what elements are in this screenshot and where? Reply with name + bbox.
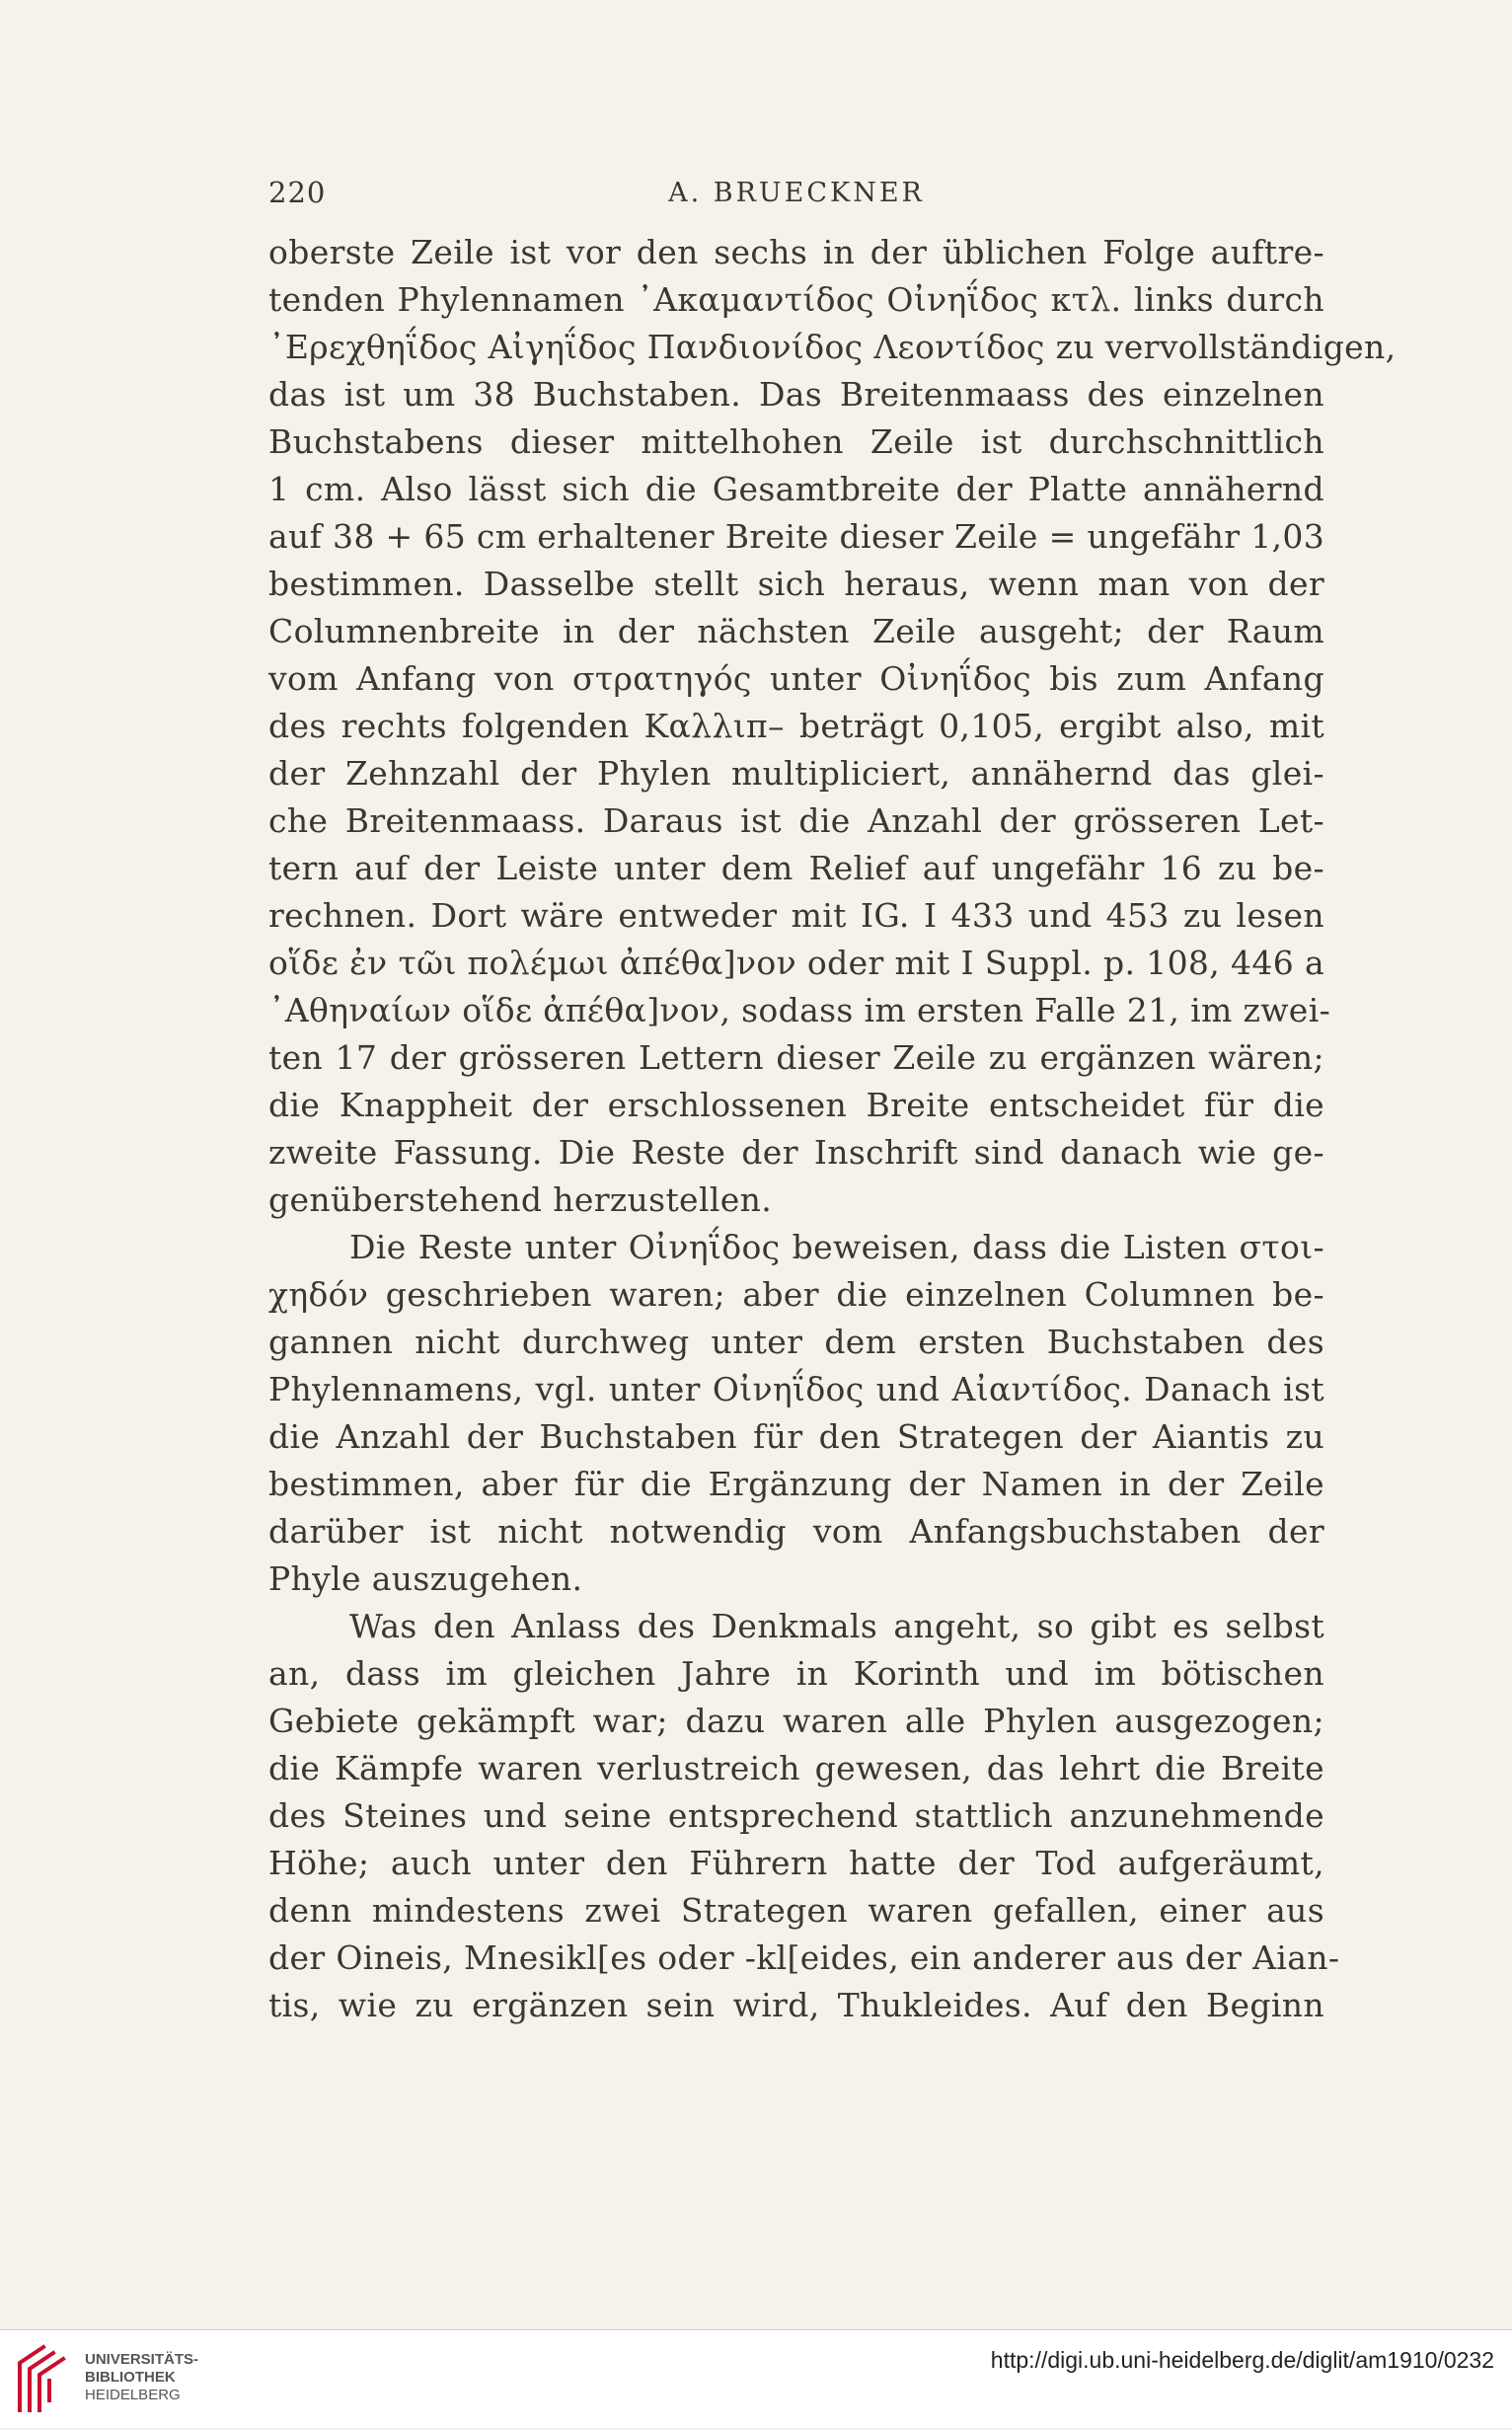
text-line: Buchstabens dieser mittelhohen Zeile ist durchschnittlich xyxy=(268,422,1324,461)
library-name-line: BIBLIOTHEK xyxy=(85,2369,176,2386)
text-line: auf 38 + 65 cm erhaltener Breite dieser Zeile = ungefähr 1,03 xyxy=(268,517,1325,556)
text-line: ten 17 der grösseren Lettern dieser Zeile zu ergänzen wären; xyxy=(268,1038,1324,1077)
library-name-line: UNIVERSITÄTS- xyxy=(85,2351,199,2368)
text-line: an, dass im gleichen Jahre in Korinth und im bötischen xyxy=(268,1654,1324,1693)
running-head: A. BRUECKNER xyxy=(668,178,925,208)
footer-divider xyxy=(0,2329,1512,2330)
text-line: Gebiete gekämpft war; dazu waren alle Phylen ausgezogen; xyxy=(268,1702,1324,1740)
text-line: des Steines und seine entsprechend stattlich anzunehmende xyxy=(268,1796,1324,1835)
text-line: genüberstehend herzustellen. xyxy=(268,1180,773,1219)
text-line: οἵδε ἐν τῶι πολέμωι ἀπέθα]νον oder mit I Suppl. p. 108, 446 a xyxy=(268,944,1324,982)
text-line: Columnenbreite in der nächsten Zeile ausgeht; der Raum xyxy=(268,612,1324,650)
page-header xyxy=(268,176,1324,215)
text-line: 1 cm. Also lässt sich die Gesamtbreite der Platte annähernd xyxy=(268,470,1324,508)
text-line: oberste Zeile ist vor den sechs in der üblichen Folge auftre- xyxy=(268,233,1324,271)
text-line: χηδόν geschrieben waren; aber die einzelnen Columnen be- xyxy=(268,1275,1324,1314)
body-text xyxy=(268,229,1397,2029)
text-line: Phyle auszugehen. xyxy=(268,1559,583,1598)
text-line: die Anzahl der Buchstaben für den Strategen der Aiantis zu xyxy=(268,1417,1324,1456)
text-line: des rechts folgenden Καλλιπ– beträgt 0,105, ergibt also, mit xyxy=(268,707,1324,745)
text-line: zweite Fassung. Die Reste der Inschrift sind danach wie ge- xyxy=(268,1133,1324,1172)
text-line: das ist um 38 Buchstaben. Das Breitenmaass des einzelnen xyxy=(268,375,1324,414)
text-line: tern auf der Leiste unter dem Relief auf ungefähr 16 zu be- xyxy=(268,849,1324,887)
text-line: die Knappheit der erschlossenen Breite entscheidet für die xyxy=(268,1086,1324,1124)
text-line: bestimmen. Dasselbe stellt sich heraus, wenn man von der xyxy=(268,565,1324,603)
text-line: Phylennamens, vgl. unter Οἰνηΐδος und Αἰαντίδος. Danach ist xyxy=(268,1370,1324,1408)
text-line: der Oineis, Mnesikl[es oder -kl[eides, ein anderer aus der Aian- xyxy=(268,1938,1340,1977)
text-line: tis, wie zu ergänzen sein wird, Thukleides. Auf den Beginn xyxy=(268,1986,1324,2024)
page-number: 220 xyxy=(268,176,327,209)
text-line: bestimmen, aber für die Ergänzung der Namen in der Zeile xyxy=(268,1465,1324,1503)
text-line: gannen nicht durchweg unter dem ersten Buchstaben des xyxy=(268,1323,1324,1361)
text-line: Höhe; auch unter den Führern hatte der Tod aufgeräumt, xyxy=(268,1844,1324,1882)
text-line: der Zehnzahl der Phylen multipliciert, annähernd das glei- xyxy=(268,754,1324,793)
digitization-footer xyxy=(0,2329,1512,2428)
text-line: die Kämpfe waren verlustreich gewesen, das lehrt die Breite xyxy=(268,1749,1324,1787)
text-line: ᾿Αθηναίων οἵδε ἀπέθα]νον, sodass im ersten Falle 21, im zwei- xyxy=(268,991,1331,1029)
text-line: ᾿Ερεχθηΐδος Αἰγηΐδος Πανδιονίδος Λεοντίδος zu vervollständigen, xyxy=(268,328,1397,366)
permalink-url[interactable]: http://digi.ub.uni-heidelberg.de/diglit/am1910/0232 xyxy=(990,2347,1494,2373)
library-name-line: HEIDELBERG xyxy=(85,2387,181,2403)
text-line: darüber ist nicht notwendig vom Anfangsbuchstaben der xyxy=(268,1512,1324,1551)
text-line: che Breitenmaass. Daraus ist die Anzahl der grösseren Let- xyxy=(268,801,1324,840)
text-line: Die Reste unter Οἰνηΐδος beweisen, dass die Listen στοι- xyxy=(349,1228,1324,1266)
text-line: vom Anfang von στρατηγός unter Οἰνηΐδος bis zum Anfang xyxy=(268,659,1324,698)
text-line: Was den Anlass des Denkmals angeht, so gibt es selbst xyxy=(349,1607,1324,1645)
text-line: denn mindestens zwei Strategen waren gefallen, einer aus xyxy=(268,1891,1324,1930)
text-line: tenden Phylennamen ᾿Ακαμαντίδος Οἰνηΐδος κτλ. links durch xyxy=(268,280,1324,319)
library-name xyxy=(85,2351,198,2404)
text-line: rechnen. Dort wäre entweder mit IG. I 433 und 453 zu lesen xyxy=(268,896,1324,935)
university-library-logo-icon xyxy=(14,2341,69,2416)
